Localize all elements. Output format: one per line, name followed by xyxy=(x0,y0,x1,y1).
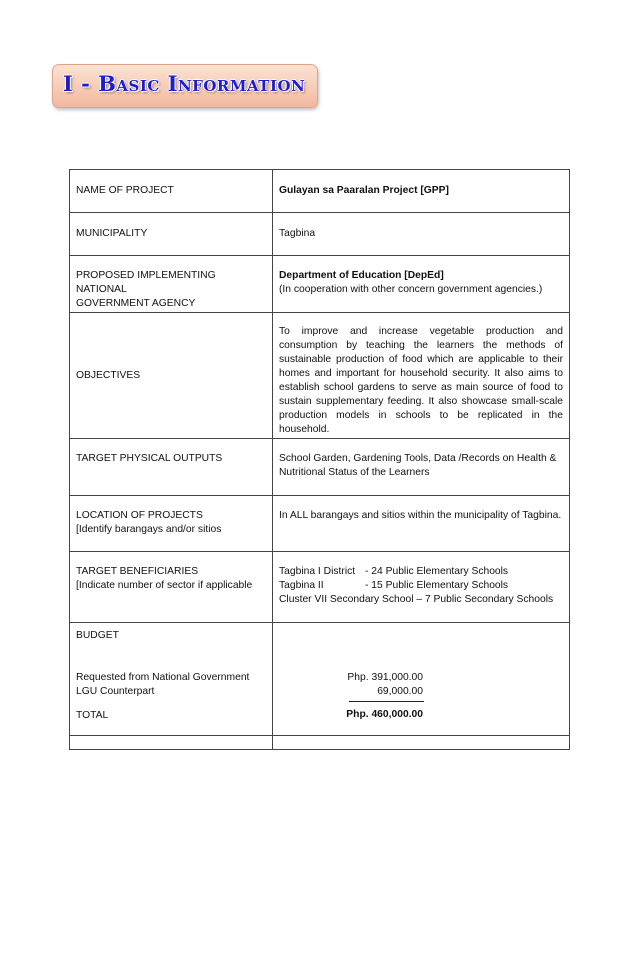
beneficiaries-label xyxy=(70,552,273,623)
agency-value-line1: Department of Education [DepEd] xyxy=(279,270,444,281)
objectives-label: OBJECTIVES xyxy=(70,313,273,439)
beneficiaries-value xyxy=(273,552,570,623)
row-beneficiaries xyxy=(70,552,570,623)
budget-label-cell xyxy=(70,623,273,736)
budget-total-label: TOTAL xyxy=(76,710,109,721)
empty-label-cell xyxy=(70,736,273,750)
row-objectives xyxy=(70,313,570,439)
agency-label-line1: PROPOSED IMPLEMENTING NATIONAL xyxy=(76,270,216,295)
agency-value xyxy=(273,256,570,313)
beneficiaries-line2 xyxy=(279,579,563,593)
budget-national-value: Php. 391,000.00 xyxy=(347,672,423,683)
row-agency xyxy=(70,256,570,313)
empty-value-cell xyxy=(273,736,570,750)
beneficiaries-line2-name: Tagbina II xyxy=(279,580,324,591)
budget-national-label: Requested from National Government xyxy=(76,672,250,683)
municipality-label: MUNICIPALITY xyxy=(70,213,273,256)
basic-information-table xyxy=(69,169,570,750)
location-value: In ALL barangays and sitios within the municipality of Tagbina. xyxy=(273,496,570,552)
outputs-value: School Garden, Gardening Tools, Data /Records on Health & Nutritional Status of the Learners xyxy=(273,439,570,496)
agency-label-line2: GOVERNMENT AGENCY xyxy=(76,298,196,309)
budget-lgu-label: LGU Counterpart xyxy=(76,686,155,697)
beneficiaries-label-line1: TARGET BENEFICIARIES xyxy=(76,566,199,577)
row-municipality xyxy=(70,213,570,256)
project-value: Gulayan sa Paaralan Project [GPP] xyxy=(273,170,570,213)
location-label xyxy=(70,496,273,552)
project-label: NAME OF PROJECT xyxy=(70,170,273,213)
row-outputs xyxy=(70,439,570,496)
objectives-value: To improve and increase vegetable production and consumption by teaching the learners the methods of sustainable production of food which are applicable to their homes and important for household security. It also aims to establish school gardens to serve as main source of food to sustain supplementary feeding. It also showcase small-scale production models in schools to be replicated in the household. xyxy=(273,313,570,439)
agency-value-line2: (In cooperation with other concern government agencies.) xyxy=(279,284,543,295)
row-project xyxy=(70,170,570,213)
row-empty xyxy=(70,736,570,750)
beneficiaries-line1 xyxy=(279,565,563,579)
section-title: I - Basic Information xyxy=(63,71,306,96)
budget-lgu-value: 69,000.00 xyxy=(377,686,423,697)
outputs-label: TARGET PHYSICAL OUTPUTS xyxy=(70,439,273,496)
budget-values-cell xyxy=(273,623,570,736)
row-location xyxy=(70,496,570,552)
municipality-value: Tagbina xyxy=(273,213,570,256)
budget-total-value: Php. 460,000.00 xyxy=(346,709,423,720)
beneficiaries-line3: Cluster VII Secondary School – 7 Public Secondary Schools xyxy=(279,594,554,605)
row-budget xyxy=(70,623,570,736)
budget-label: BUDGET xyxy=(76,630,119,641)
location-label-line2: [Identify barangays and/or sitios xyxy=(76,524,222,535)
agency-label xyxy=(70,256,273,313)
location-label-line1: LOCATION OF PROJECTS xyxy=(76,510,203,521)
section-banner xyxy=(52,64,318,108)
beneficiaries-line2-count: - 15 Public Elementary Schools xyxy=(365,580,509,591)
beneficiaries-line1-count: - 24 Public Elementary Schools xyxy=(365,566,509,577)
beneficiaries-line1-name: Tagbina I District xyxy=(279,566,356,577)
beneficiaries-label-line2: [Indicate number of sector if applicable xyxy=(76,580,253,591)
